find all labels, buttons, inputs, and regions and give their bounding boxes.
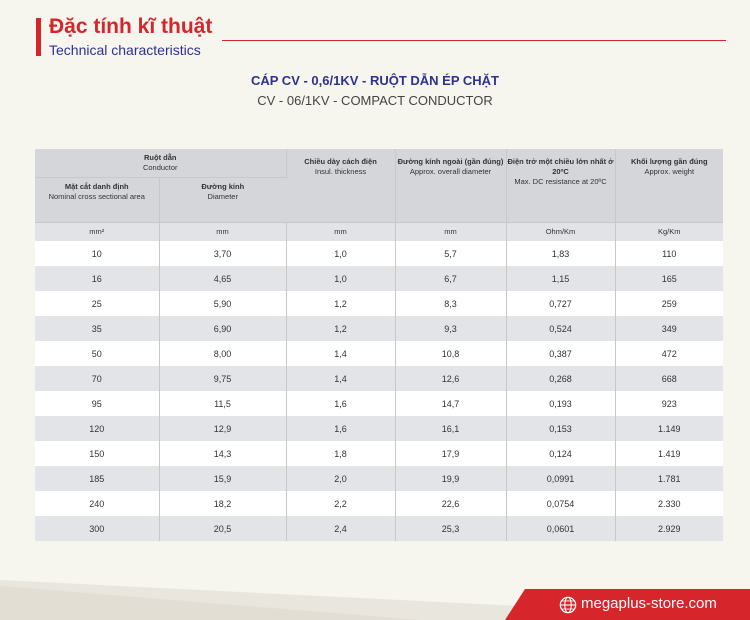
spec-table xyxy=(35,149,723,541)
table-cell: 0,0601 xyxy=(506,516,615,541)
table-cell: 165 xyxy=(615,266,723,291)
col-header-vi: Khối lượng gần đúng xyxy=(630,157,708,166)
header-accent-bar xyxy=(36,18,41,56)
table-row xyxy=(35,266,723,291)
unit-cell: mm xyxy=(286,223,395,242)
col-header-vi: Điện trở một chiều lớn nhất ở 20ºC xyxy=(507,157,614,176)
table-cell: 0,153 xyxy=(506,416,615,441)
table-row xyxy=(35,441,723,466)
table-cell: 0,387 xyxy=(506,341,615,366)
table-cell: 349 xyxy=(615,316,723,341)
table-cell: 1,83 xyxy=(506,241,615,266)
table-cell: 16,1 xyxy=(395,416,506,441)
col-header-en: Approx. overall diameter xyxy=(409,167,492,176)
table-cell: 1,2 xyxy=(286,316,395,341)
table-cell: 668 xyxy=(615,366,723,391)
table-cell: 0,0991 xyxy=(506,466,615,491)
table-cell: 95 xyxy=(35,391,159,416)
table-row xyxy=(35,516,723,541)
table-cell: 14,7 xyxy=(395,391,506,416)
table-cell: 2.330 xyxy=(615,491,723,516)
unit-cell: Ohm/Km xyxy=(506,223,615,242)
col-header-en: Nominal cross sectional area xyxy=(48,192,145,201)
table-cell: 1,8 xyxy=(286,441,395,466)
product-title: CÁP CV - 0,6/1KV - RUỘT DẪN ÉP CHẶT xyxy=(250,73,499,88)
conductor-group-header xyxy=(35,149,286,178)
table-cell: 1,4 xyxy=(286,366,395,391)
table-cell: 6,90 xyxy=(159,316,286,341)
table-cell: 1,6 xyxy=(286,391,395,416)
table-header-row xyxy=(35,149,723,178)
col-header-vi: Đường kính xyxy=(201,182,245,191)
table-cell: 259 xyxy=(615,291,723,316)
table-cell: 300 xyxy=(35,516,159,541)
table-row xyxy=(35,466,723,491)
table-cell: 9,75 xyxy=(159,366,286,391)
table-cell: 0,0754 xyxy=(506,491,615,516)
table-cell: 120 xyxy=(35,416,159,441)
table-cell: 12,9 xyxy=(159,416,286,441)
unit-cell: mm xyxy=(395,223,506,242)
table-cell: 1,15 xyxy=(506,266,615,291)
table-cell: 15,9 xyxy=(159,466,286,491)
col-header-vi: Mặt cắt danh định xyxy=(64,182,129,191)
table-cell: 1,4 xyxy=(286,341,395,366)
table-row xyxy=(35,241,723,266)
col-header-vi: Chiều dày cách điện xyxy=(304,157,377,166)
table-cell: 22,6 xyxy=(395,491,506,516)
unit-row xyxy=(35,223,723,242)
table-cell: 18,2 xyxy=(159,491,286,516)
table-row xyxy=(35,291,723,316)
table-cell: 1.781 xyxy=(615,466,723,491)
conductor-label-vi: Ruột dẫn xyxy=(144,153,177,162)
table-cell: 11,5 xyxy=(159,391,286,416)
col-header-resistance xyxy=(506,149,615,223)
table-cell: 6,7 xyxy=(395,266,506,291)
table-row xyxy=(35,341,723,366)
table-cell: 10 xyxy=(35,241,159,266)
table-cell: 3,70 xyxy=(159,241,286,266)
col-header-en: Approx. weight xyxy=(644,167,695,176)
footer-url-link[interactable]: megaplus-store.com xyxy=(581,595,717,612)
table-cell: 0,124 xyxy=(506,441,615,466)
table-cell: 0,727 xyxy=(506,291,615,316)
table-cell: 2.929 xyxy=(615,516,723,541)
col-header-en: Diameter xyxy=(207,192,238,201)
table-cell: 2,4 xyxy=(286,516,395,541)
table-cell: 1,6 xyxy=(286,416,395,441)
col-header-en: Insul. thickness xyxy=(314,167,367,176)
table-cell: 20,5 xyxy=(159,516,286,541)
table-body xyxy=(35,241,723,541)
page-subtitle: Technical characteristics xyxy=(49,42,201,58)
table-cell: 14,3 xyxy=(159,441,286,466)
table-cell: 50 xyxy=(35,341,159,366)
unit-cell: mm² xyxy=(35,223,159,242)
page-title: Đặc tính kĩ thuật xyxy=(49,15,213,38)
table-cell: 0,268 xyxy=(506,366,615,391)
col-header-weight xyxy=(615,149,723,223)
table-cell: 12,6 xyxy=(395,366,506,391)
table-cell: 25 xyxy=(35,291,159,316)
table-cell: 10,8 xyxy=(395,341,506,366)
table-cell: 2,0 xyxy=(286,466,395,491)
table-cell: 19,9 xyxy=(395,466,506,491)
col-header-diameter xyxy=(159,178,286,223)
table-cell: 4,65 xyxy=(159,266,286,291)
product-subtitle: CV - 06/1KV - COMPACT CONDUCTOR xyxy=(257,93,493,108)
table-cell: 1,2 xyxy=(286,291,395,316)
globe-icon xyxy=(559,596,577,614)
conductor-label-en: Conductor xyxy=(142,163,178,172)
table-cell: 8,3 xyxy=(395,291,506,316)
table-cell: 17,9 xyxy=(395,441,506,466)
table-cell: 1.419 xyxy=(615,441,723,466)
table-cell: 1,0 xyxy=(286,241,395,266)
table-cell: 1.149 xyxy=(615,416,723,441)
unit-cell: mm xyxy=(159,223,286,242)
table-cell: 25,3 xyxy=(395,516,506,541)
table-cell: 9,3 xyxy=(395,316,506,341)
unit-cell: Kg/Km xyxy=(615,223,723,242)
table-row xyxy=(35,391,723,416)
table-cell: 35 xyxy=(35,316,159,341)
table-cell: 472 xyxy=(615,341,723,366)
table-cell: 16 xyxy=(35,266,159,291)
col-header-vi: Đường kính ngoài (gần đúng) xyxy=(397,157,504,166)
table-cell: 923 xyxy=(615,391,723,416)
table-cell: 240 xyxy=(35,491,159,516)
table-row xyxy=(35,366,723,391)
table-row xyxy=(35,316,723,341)
table-cell: 70 xyxy=(35,366,159,391)
table-cell: 2,2 xyxy=(286,491,395,516)
table-cell: 5,7 xyxy=(395,241,506,266)
col-header-cross-section xyxy=(35,178,159,223)
table-row xyxy=(35,491,723,516)
table-cell: 110 xyxy=(615,241,723,266)
table-cell: 5,90 xyxy=(159,291,286,316)
table-cell: 1,0 xyxy=(286,266,395,291)
col-header-en: Max. DC resistance at 20ºC xyxy=(514,177,607,186)
table-cell: 150 xyxy=(35,441,159,466)
col-header-overall-diameter xyxy=(395,149,506,223)
table-cell: 8,00 xyxy=(159,341,286,366)
table-cell: 185 xyxy=(35,466,159,491)
table-row xyxy=(35,416,723,441)
col-header-insulation xyxy=(286,149,395,223)
table-cell: 0,524 xyxy=(506,316,615,341)
header-divider xyxy=(222,40,726,41)
table-cell: 0,193 xyxy=(506,391,615,416)
